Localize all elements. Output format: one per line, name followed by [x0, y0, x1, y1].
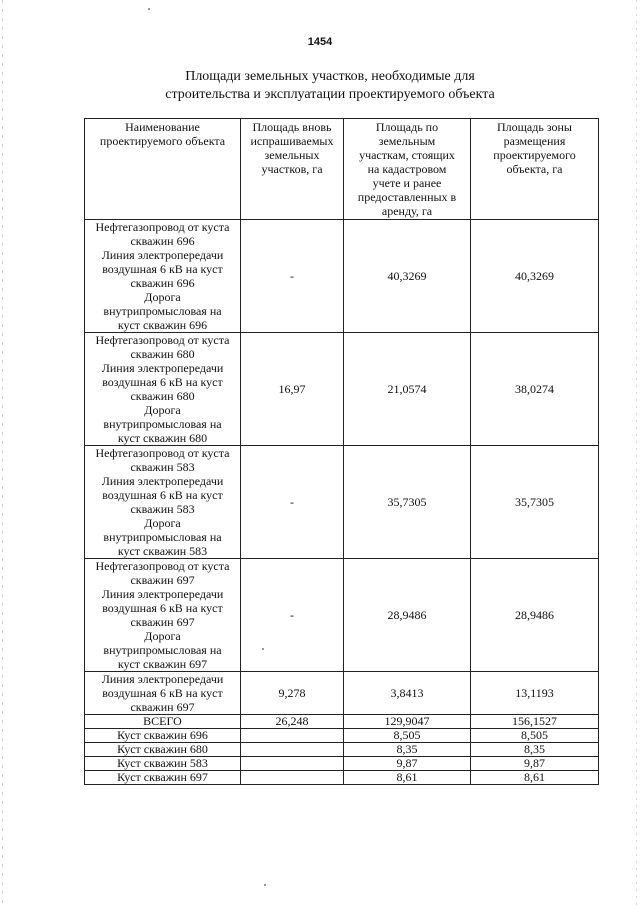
cluster-zone-area: 9,87: [471, 757, 599, 771]
zone-area-cell: 13,1193: [471, 672, 599, 715]
cadastral-area-cell: 40,3269: [344, 220, 471, 333]
cadastral-area-cell: 21,0574: [344, 333, 471, 446]
zone-area-cell: 35,7305: [471, 446, 599, 559]
object-name-cell: Линия электропередачи воздушная 6 кВ на куст скважин 697: [85, 672, 241, 715]
new-area-cell: -: [241, 220, 344, 333]
total-cadastral-area: 129,9047: [344, 715, 471, 729]
cluster-label: Куст скважин 583: [85, 757, 241, 771]
cluster-row: [85, 757, 599, 771]
cluster-zone-area: 8,61: [471, 771, 599, 785]
zone-area-cell: 28,9486: [471, 559, 599, 672]
object-name-cell: Нефтегазопровод от куста скважин 696 Линия электропередачи воздушная 6 кВ на куст скважин 696 Дорога внутрипромысловая на куст скважин 696: [85, 220, 241, 333]
cluster-row: [85, 729, 599, 743]
table-row: [85, 446, 599, 559]
cluster-new-area: [241, 729, 344, 743]
cluster-cadastral-area: 8,61: [344, 771, 471, 785]
total-row: [85, 715, 599, 729]
table-row: [85, 220, 599, 333]
cluster-cadastral-area: 8,505: [344, 729, 471, 743]
total-new-area: 26,248: [241, 715, 344, 729]
scan-edge-left: [2, 0, 3, 905]
scan-speck: [264, 884, 266, 886]
table-row: [85, 672, 599, 715]
cluster-label: Куст скважин 696: [85, 729, 241, 743]
header-new-area: [241, 119, 344, 220]
document-title: [120, 68, 540, 104]
cluster-label: Куст скважин 680: [85, 743, 241, 757]
object-name-cell: Нефтегазопровод от куста скважин 680 Линия электропередачи воздушная 6 кВ на куст скважин 680 Дорога внутрипромысловая на куст скважин 680: [85, 333, 241, 446]
new-area-cell: 16,97: [241, 333, 344, 446]
total-zone-area: 156,1527: [471, 715, 599, 729]
cluster-cadastral-area: 9,87: [344, 757, 471, 771]
cluster-zone-area: 8,35: [471, 743, 599, 757]
total-label: ВСЕГО: [85, 715, 241, 729]
new-area-cell: -: [241, 559, 344, 672]
header-object-name-text: Наименование проектируемого объекта: [99, 120, 226, 148]
header-new-area-text: Площадь вновь испрашиваемых земельных участков, га: [250, 120, 334, 176]
object-name-cell: Нефтегазопровод от куста скважин 697 Линия электропередачи воздушная 6 кВ на куст скважин 697 Дорога внутрипромысловая на куст скважин 697: [85, 559, 241, 672]
title-line-1: Площади земельных участков, необходимые для: [185, 69, 475, 84]
table-row: [85, 559, 599, 672]
scan-edge-right: [636, 0, 637, 905]
cadastral-area-cell: 28,9486: [344, 559, 471, 672]
zone-area-cell: 40,3269: [471, 220, 599, 333]
cluster-label: Куст скважин 697: [85, 771, 241, 785]
object-name-cell: Нефтегазопровод от куста скважин 583 Линия электропередачи воздушная 6 кВ на куст скважин 583 Дорога внутрипромысловая на куст скважин 583: [85, 446, 241, 559]
cluster-new-area: [241, 757, 344, 771]
header-row: [85, 119, 599, 220]
header-zone-area-text: Площадь зоны размещения проектируемого объекта, га: [493, 120, 576, 176]
cadastral-area-cell: 35,7305: [344, 446, 471, 559]
new-area-cell: 9,278: [241, 672, 344, 715]
header-zone-area: [471, 119, 599, 220]
new-area-cell: -: [241, 446, 344, 559]
header-cadastral-area-text: Площадь по земельным участкам, стоящих на кадастровом учете и ранее предоставленных в аренду, га: [357, 120, 457, 218]
zone-area-cell: 38,0274: [471, 333, 599, 446]
scan-speck: [148, 8, 150, 10]
title-line-2: строительства и эксплуатации проектируемого объекта: [165, 87, 495, 102]
header-object-name: [85, 119, 241, 220]
cluster-row: [85, 743, 599, 757]
cadastral-area-cell: 3,8413: [344, 672, 471, 715]
cluster-cadastral-area: 8,35: [344, 743, 471, 757]
cluster-new-area: [241, 743, 344, 757]
cluster-zone-area: 8,505: [471, 729, 599, 743]
land-area-table: [84, 118, 599, 785]
page-number: 1454: [307, 36, 333, 48]
header-cadastral-area: [344, 119, 471, 220]
cluster-row: [85, 771, 599, 785]
table-row: [85, 333, 599, 446]
cluster-new-area: [241, 771, 344, 785]
